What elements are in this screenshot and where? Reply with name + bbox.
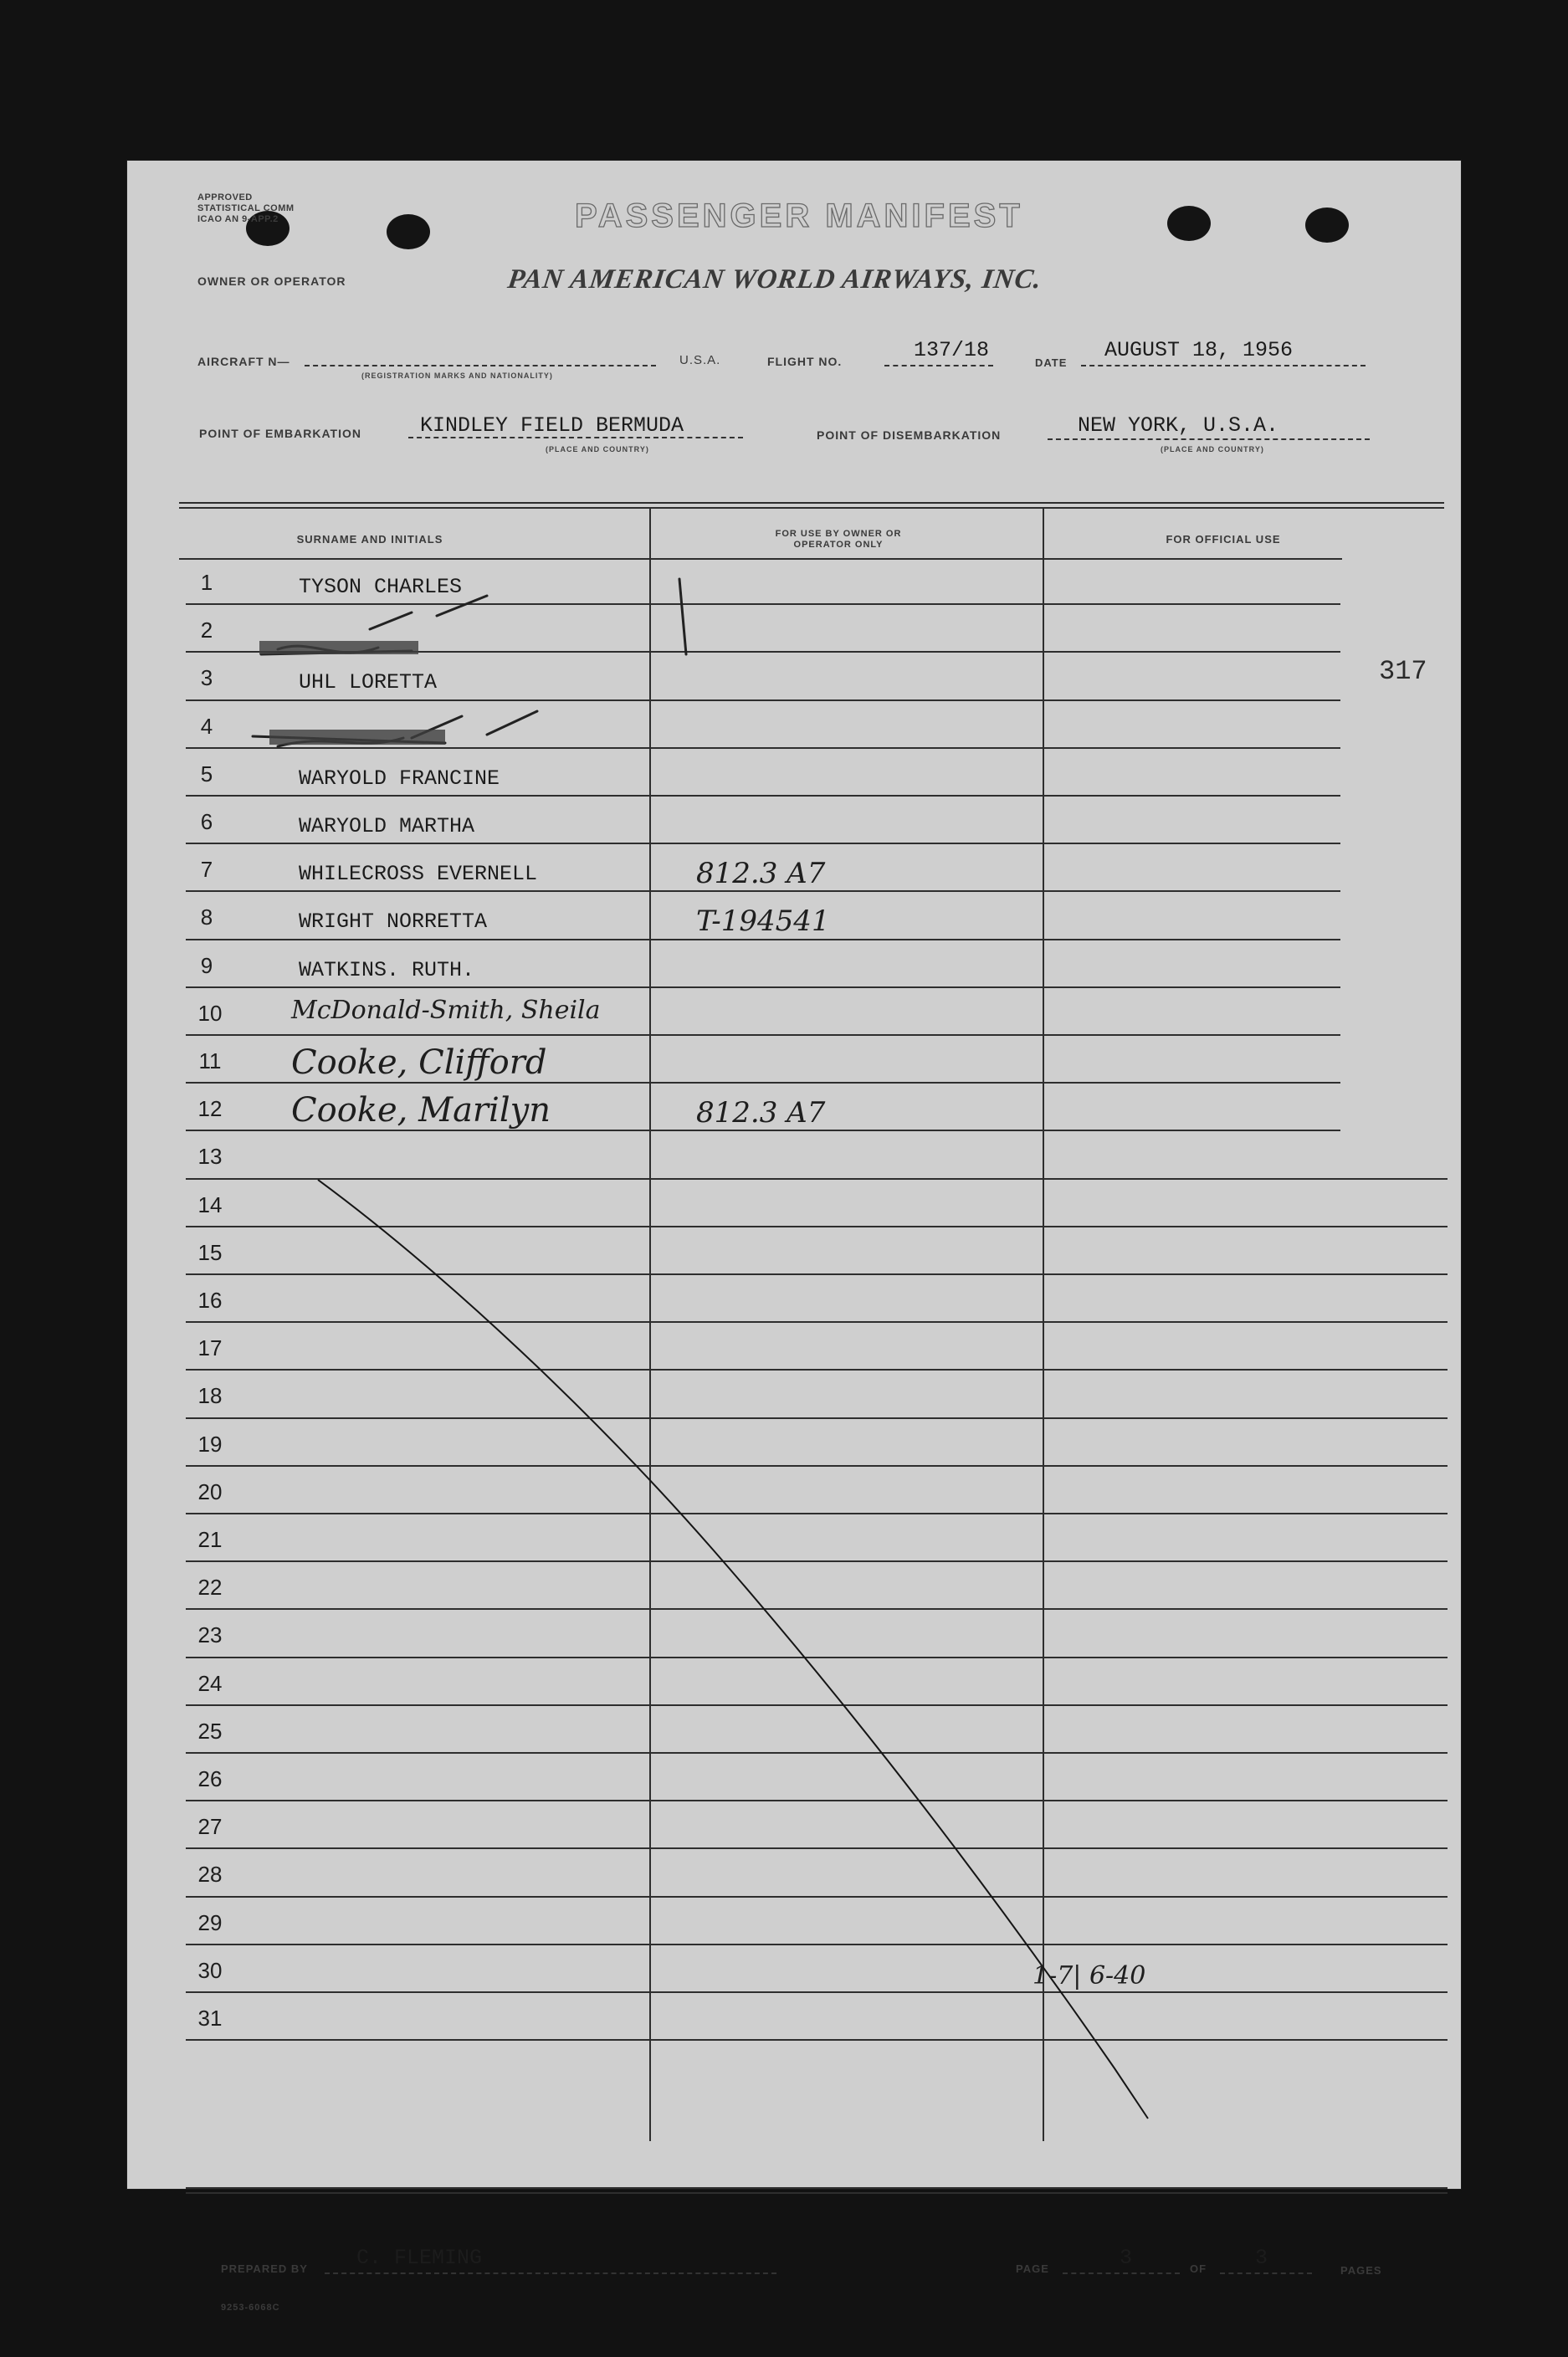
row-rule	[186, 1321, 1448, 1323]
row-number: 15	[197, 1239, 223, 1265]
prepared-by: C. FLEMING	[356, 2246, 483, 2270]
row-rule	[186, 1130, 1340, 1131]
row-number: 4	[200, 713, 213, 739]
embark-note: (PLACE AND COUNTRY)	[546, 445, 649, 453]
row-number: 23	[197, 1622, 223, 1648]
date-label: DATE	[1035, 356, 1068, 369]
table-header-rule	[179, 558, 1342, 560]
passenger-name: WATKINS. RUTH.	[299, 957, 475, 982]
row-number: 2	[200, 617, 213, 643]
company-name: PAN AMERICAN WORLD AIRWAYS, INC.	[505, 264, 1044, 295]
row-rule	[186, 1944, 1448, 1945]
redaction-block	[269, 730, 445, 745]
approval-line: ICAO AN 9-APP.2	[197, 214, 279, 224]
col-header-operator: FOR USE BY OWNER OR OPERATOR ONLY	[775, 529, 902, 550]
row-number: 26	[197, 1766, 223, 1791]
disembark-label: POINT OF DISEMBARKATION	[817, 428, 1002, 442]
row-rule	[186, 1513, 1448, 1514]
redaction-block	[259, 641, 418, 654]
row-rule	[186, 939, 1340, 940]
row-number: 19	[197, 1431, 223, 1457]
punch-hole	[387, 214, 430, 249]
embark-line	[408, 437, 743, 438]
row-rule	[186, 1847, 1448, 1849]
passenger-name: WHILECROSS EVERNELL	[299, 862, 538, 887]
punch-hole	[1305, 208, 1349, 243]
registration-note: (REGISTRATION MARKS AND NATIONALITY)	[361, 371, 553, 380]
row-rule	[186, 1896, 1448, 1898]
margin-note: 1-7| 6-40	[1033, 1961, 1146, 1991]
table-bottom-rule	[186, 2192, 1448, 2194]
disembark-value: NEW YORK, U.S.A.	[1078, 413, 1279, 438]
row-rule	[186, 1082, 1340, 1084]
row-rule	[186, 1752, 1448, 1754]
row-number: 1	[200, 570, 213, 595]
usa-label: U.S.A.	[679, 353, 721, 367]
row-number: 9	[200, 952, 213, 978]
page-line	[1063, 2272, 1180, 2274]
disembark-line	[1048, 438, 1370, 440]
row-number: 6	[200, 809, 213, 834]
embark-value: KINDLEY FIELD BERMUDA	[420, 413, 684, 438]
row-number: 29	[197, 1909, 223, 1935]
approval-note	[197, 192, 295, 225]
row-rule	[186, 986, 1340, 988]
passenger-name: Cooke, Marilyn	[291, 1091, 551, 1130]
passenger-name: McDonald-Smith, Sheila	[291, 995, 601, 1025]
punch-hole	[1167, 206, 1211, 241]
page-label: PAGE	[1016, 2262, 1049, 2275]
row-rule	[186, 1800, 1448, 1801]
form-number: 9253-6068C	[221, 2303, 280, 2313]
approval-line: APPROVED	[197, 192, 253, 202]
prepared-label: PREPARED BY	[221, 2262, 308, 2275]
operator-note: 812.3 A7	[696, 857, 826, 891]
passenger-name: UHL LORETTA	[299, 670, 438, 695]
row-number: 10	[197, 1000, 223, 1026]
row-rule	[186, 699, 1340, 701]
row-number: 18	[197, 1383, 223, 1409]
row-rule	[186, 1704, 1448, 1706]
stamp-number: 317	[1379, 656, 1427, 687]
prepared-line	[325, 2272, 776, 2274]
page-number: 3	[1120, 2246, 1133, 2270]
passenger-name: TYSON CHARLES	[299, 575, 463, 599]
flight-number: 137/18	[914, 338, 990, 362]
col-header-surname: SURNAME AND INITIALS	[296, 533, 443, 546]
row-number: 13	[197, 1144, 223, 1170]
row-number: 11	[198, 1048, 222, 1073]
row-rule	[186, 890, 1340, 892]
row-number: 24	[197, 1670, 223, 1696]
row-number: 25	[197, 1718, 223, 1744]
cancel-line-overlay	[127, 161, 1461, 2189]
aircraft-line	[305, 365, 656, 366]
passenger-name: Cooke, Clifford	[291, 1043, 547, 1082]
total-line	[1220, 2272, 1312, 2274]
manifest-sheet	[127, 161, 1461, 2313]
row-number: 22	[197, 1575, 223, 1601]
row-rule	[186, 1369, 1448, 1371]
flight-line	[884, 365, 993, 366]
row-rule	[186, 747, 1340, 749]
row-number: 30	[197, 1957, 223, 1983]
operator-note: 812.3 A7	[696, 1096, 826, 1130]
row-rule	[186, 1560, 1448, 1562]
row-rule	[186, 795, 1340, 797]
disembark-note: (PLACE AND COUNTRY)	[1161, 445, 1264, 453]
date-line	[1081, 365, 1366, 366]
of-label: OF	[1190, 2262, 1207, 2275]
form-title: PASSENGER MANIFEST	[575, 197, 1023, 234]
table-bottom-rule	[186, 2187, 1448, 2189]
total-pages: 3	[1255, 2246, 1268, 2270]
passenger-name: WARYOLD MARTHA	[299, 814, 475, 838]
row-rule	[186, 1608, 1448, 1610]
row-number: 3	[200, 665, 213, 691]
table-top-rule	[179, 507, 1444, 509]
row-number: 31	[197, 2006, 223, 2031]
col-header-official: FOR OFFICIAL USE	[1166, 533, 1281, 546]
pages-label: PAGES	[1340, 2264, 1382, 2277]
row-number: 17	[197, 1335, 223, 1361]
approval-line: STATISTICAL COMM	[197, 203, 295, 213]
row-number: 16	[197, 1288, 223, 1313]
embark-label: POINT OF EMBARKATION	[199, 427, 361, 440]
row-rule	[186, 1226, 1448, 1227]
row-number: 20	[197, 1478, 223, 1504]
row-rule	[186, 603, 1340, 605]
operator-note: T-194541	[696, 904, 830, 939]
flight-label: FLIGHT NO.	[767, 355, 843, 368]
row-number: 28	[197, 1862, 223, 1888]
passenger-name: WRIGHT NORRETTA	[299, 909, 488, 935]
row-number: 27	[197, 1814, 223, 1840]
row-rule	[186, 1034, 1340, 1036]
owner-label: OWNER OR OPERATOR	[197, 274, 346, 288]
row-number: 5	[200, 761, 213, 787]
passenger-name: WARYOLD FRANCINE	[299, 766, 500, 791]
row-rule	[186, 1657, 1448, 1658]
row-rule	[186, 1273, 1448, 1275]
row-number: 8	[200, 904, 213, 930]
table-top-rule	[179, 502, 1444, 504]
row-number: 14	[197, 1191, 223, 1217]
row-rule	[186, 1417, 1448, 1419]
row-rule	[186, 2039, 1448, 2041]
row-number: 7	[200, 857, 213, 883]
row-number: 21	[197, 1527, 223, 1552]
row-rule	[186, 1991, 1448, 1993]
row-rule	[186, 1465, 1448, 1467]
row-rule	[186, 843, 1340, 844]
aircraft-label: AIRCRAFT N—	[197, 355, 290, 368]
flight-date: AUGUST 18, 1956	[1104, 338, 1294, 362]
row-rule	[186, 1178, 1448, 1180]
row-number: 12	[197, 1096, 223, 1122]
